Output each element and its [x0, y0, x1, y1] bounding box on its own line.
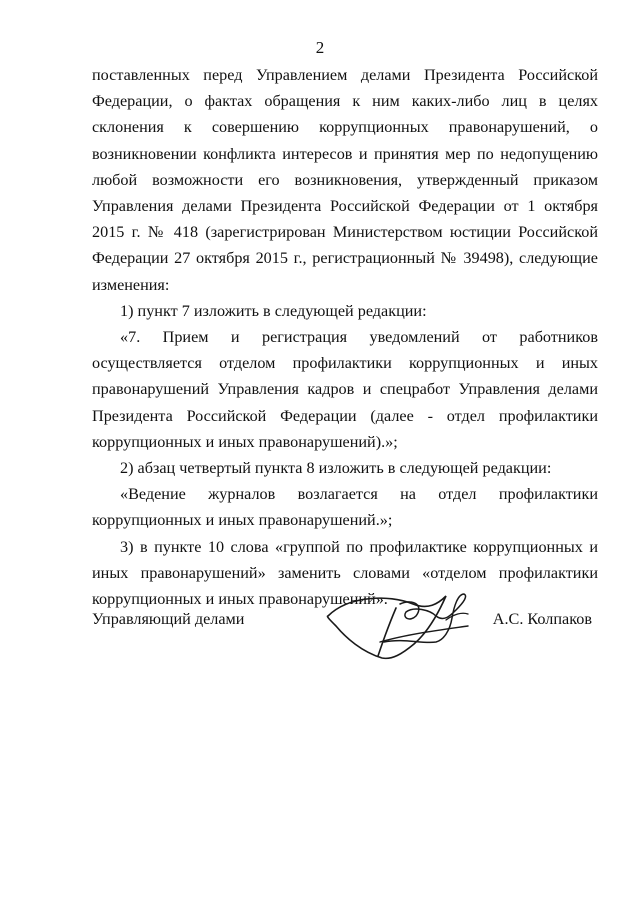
paragraph-item-2-text: «Ведение журналов возлагается на отдел профилактики коррупционных и иных правонарушений.»;: [92, 485, 598, 530]
document-body: [92, 62, 598, 612]
page-number: 2: [315, 38, 325, 57]
signatory-title: Управляющий делами: [92, 610, 245, 628]
paragraph-item-3: 3) в пункте 10 слова «группой по профилактике коррупционных и иных правонарушений» заменить словами «отделом профилактики коррупционных и иных правонарушений».: [92, 537, 598, 609]
paragraph-item-1-text: «7. Прием и регистрация уведомлений от работников осуществляется отделом профилактики коррупционных и иных правонарушений Управления кадров и спецработ Управления делами Президента Российской Федерации (далее - отдел профилактики коррупционных и иных правонарушений).»;: [92, 328, 598, 451]
signature-block: [92, 598, 598, 678]
paragraph-item-1: 1) пункт 7 изложить в следующей редакции:: [120, 301, 427, 320]
handwritten-signature-image: [318, 586, 488, 666]
signatory-name: А.С. Колпаков: [492, 610, 592, 628]
paragraph-intro: поставленных перед Управлением делами Президента Российской Федерации, о фактах обращения к ним каких-либо лиц в целях склонения к совершению коррупционных правонарушений, о возникновении конфликта интересов и принятия мер по недопущению любой возможности его возникновения, утвержденный приказом Управления делами Президента Российской Федерации от 1 октября 2015 г. № 418 (зарегистрирован Министерством юстиции Российской Федерации 27 октября 2015 г., регистрационный № 39498), следующие изменения:: [92, 66, 598, 294]
paragraph-item-2: 2) абзац четвертый пункта 8 изложить в следующей редакции:: [120, 459, 552, 478]
